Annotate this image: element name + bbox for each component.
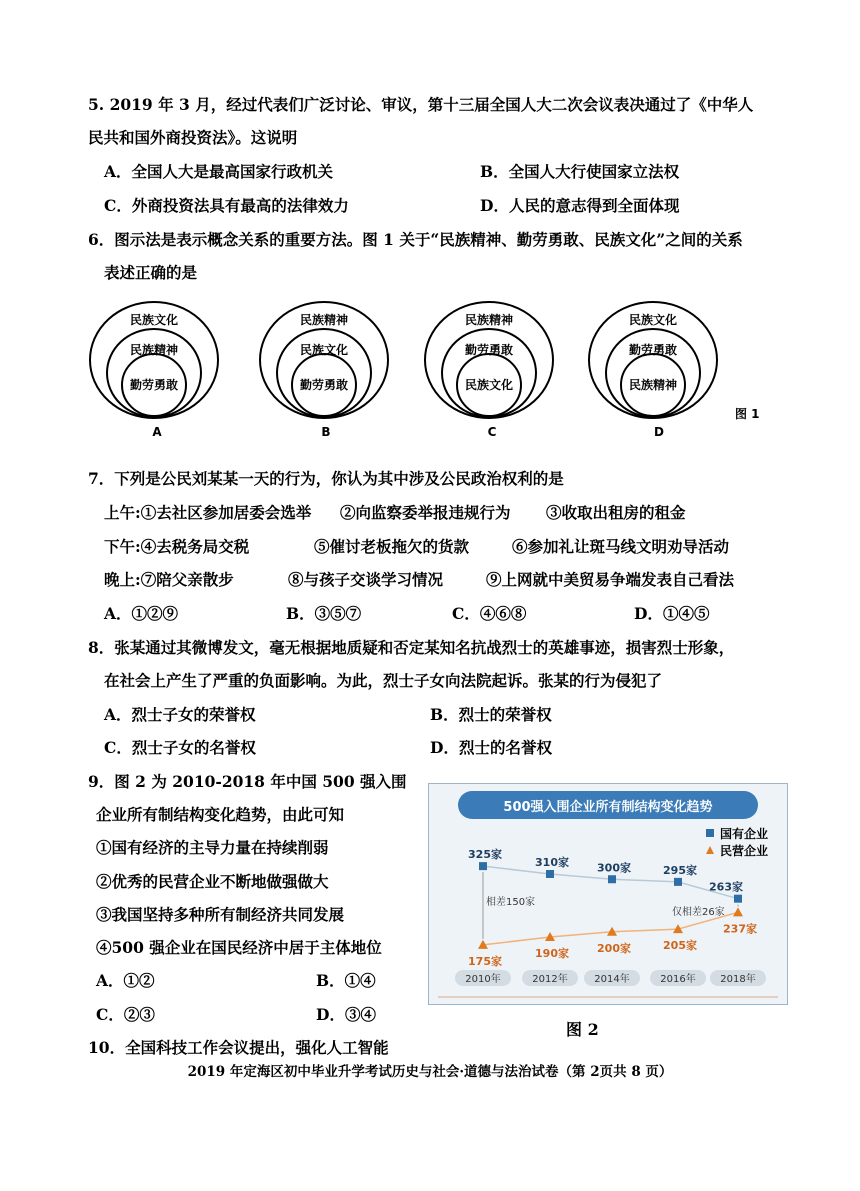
diagram-d-outer-label: 民族文化 xyxy=(628,313,678,327)
diagram-a-middle-label: 民族精神 xyxy=(129,343,179,357)
diagram-b-middle-label: 民族文化 xyxy=(299,343,349,357)
q5-stem-line2: 民共和国外商投资法》。这说明 xyxy=(88,128,298,147)
diagram-d-letter: D xyxy=(654,425,664,439)
q5-option-d: D．人民的意志得到全面体现 xyxy=(480,196,680,215)
chart-title: 500强入围企业所有制结构变化趋势 xyxy=(503,800,713,815)
private-label-2014年: 200家 xyxy=(597,941,631,955)
page-footer: 2019 年定海区初中毕业升学考试历史与社会·道德与法治试卷（第 2页共 8 页） xyxy=(187,1064,673,1080)
legend-private-label: 民营企业 xyxy=(720,844,769,858)
ownership-trend-chart xyxy=(428,783,788,1005)
q7-option-d: D．①④⑤ xyxy=(634,604,710,623)
gap-annotation-2018: 仅相差26家 xyxy=(672,907,725,918)
diagram-c-outer-label: 民族精神 xyxy=(464,313,514,327)
diagram-c-letter: C xyxy=(487,425,497,439)
state-point-2014年 xyxy=(608,875,616,883)
state-label-2014年: 300家 xyxy=(597,861,631,875)
legend-state-marker xyxy=(706,829,714,837)
q7-evening-1: 晚上:⑦陪父亲散步 xyxy=(104,570,234,589)
q9-item-1: ①国有经济的主导力量在持续削弱 xyxy=(96,838,329,857)
state-label-2010年: 325家 xyxy=(468,848,502,862)
q6-stem-line1: 6．图示法是表示概念关系的重要方法。图 1 关于“民族精神、勤劳勇敢、民族文化”之间的关系 xyxy=(88,230,743,249)
diagram-b-outer-label: 民族精神 xyxy=(299,313,349,327)
q10-stem: 10．全国科技工作会议提出，强化人工智能 xyxy=(88,1038,389,1057)
q7-evening-3: ⑨上网就中美贸易争端发表自己看法 xyxy=(486,570,735,589)
q8-option-b: B．烈士的荣誉权 xyxy=(430,705,552,724)
private-label-2016年: 205家 xyxy=(663,939,697,953)
state-label-2016年: 295家 xyxy=(663,863,697,877)
gap-annotation-2010: 相差150家 xyxy=(486,897,536,908)
state-point-2012年 xyxy=(546,870,554,878)
x-tick-label-2018年: 2018年 xyxy=(720,974,756,985)
q7-evening-2: ⑧与孩子交谈学习情况 xyxy=(288,570,444,589)
q7-morning-1: 上午:①去社区参加居委会选举 xyxy=(104,503,312,522)
concept-circles-figure xyxy=(88,300,788,445)
q5-option-b: B．全国人大行使国家立法权 xyxy=(480,162,680,181)
q9-stem-line2: 企业所有制结构变化趋势，由此可知 xyxy=(96,805,345,824)
circle-diagram-b xyxy=(260,302,388,439)
diagram-b-inner-label: 勤劳勇敢 xyxy=(299,378,349,392)
q8-option-d: D．烈士的名誉权 xyxy=(430,738,552,757)
diagram-a-outer-label: 民族文化 xyxy=(129,313,179,327)
x-tick-label-2012年: 2012年 xyxy=(532,974,568,985)
q7-morning-3: ③收取出租房的租金 xyxy=(546,503,686,522)
state-point-2010年 xyxy=(479,862,487,870)
q9-option-c: C．②③ xyxy=(96,1005,155,1024)
state-label-2018年: 263家 xyxy=(709,880,743,894)
q7-option-a: A．①②⑨ xyxy=(104,604,179,623)
q9-option-d: D．③④ xyxy=(316,1005,376,1024)
q6-stem-line2: 表述正确的是 xyxy=(104,263,198,282)
circle-diagram-c xyxy=(425,302,553,439)
figure-1-label: 图 1 xyxy=(735,407,760,421)
q7-option-b: B．③⑤⑦ xyxy=(286,604,362,623)
q8-stem-line1: 8．张某通过其微博发文，毫无根据地质疑和否定某知名抗战烈士的英雄事迹，损害烈士形象， xyxy=(88,638,735,657)
private-label-2012年: 190家 xyxy=(535,947,569,960)
private-label-2018年: 237家 xyxy=(723,922,757,936)
circle-diagram-a xyxy=(90,302,218,439)
x-tick-label-2016年: 2016年 xyxy=(660,974,696,985)
q5-option-c: C．外商投资法具有最高的法律效力 xyxy=(104,196,349,215)
q8-option-c: C．烈士子女的名誉权 xyxy=(104,738,256,757)
q5-stem-line1: 5. 2019 年 3 月，经过代表们广泛讨论、审议，第十三届全国人大二次会议表决通过了《中华人 xyxy=(88,95,754,114)
private-label-2010年: 175家 xyxy=(468,954,502,968)
state-point-2016年 xyxy=(674,878,682,886)
q9-item-3: ③我国坚持多种所有制经济共同发展 xyxy=(96,905,345,924)
q9-item-4: ④500 强企业在国民经济中居于主体地位 xyxy=(96,938,382,957)
state-label-2012年: 310家 xyxy=(535,856,569,869)
diagram-a-inner-label: 勤劳勇敢 xyxy=(129,378,179,392)
diagram-d-middle-label: 勤劳勇敢 xyxy=(628,343,678,357)
q7-option-c: C．④⑥⑧ xyxy=(452,604,527,623)
q9-item-2: ②优秀的民营企业不断地做强做大 xyxy=(96,872,329,891)
q9-stem-line1: 9．图 2 为 2010-2018 年中国 500 强入围 xyxy=(88,772,407,791)
q7-morning-2: ②向监察委举报违规行为 xyxy=(340,503,511,522)
diagram-a-letter: A xyxy=(152,425,162,439)
q7-afternoon-3: ⑥参加礼让斑马线文明劝导活动 xyxy=(512,537,730,556)
figure-2-label: 图 2 xyxy=(566,1020,599,1039)
circle-diagram-d xyxy=(589,302,717,439)
x-tick-label-2014年: 2014年 xyxy=(594,974,630,985)
diagram-c-inner-label: 民族文化 xyxy=(464,378,514,392)
q5-option-a: A．全国人大是最高国家行政机关 xyxy=(104,162,334,181)
state-point-2018年 xyxy=(734,895,742,903)
q8-option-a: A．烈士子女的荣誉权 xyxy=(104,705,256,724)
q8-stem-line2: 在社会上产生了严重的负面影响。为此，烈士子女向法院起诉。张某的行为侵犯了 xyxy=(104,671,663,690)
diagram-b-letter: B xyxy=(321,425,331,439)
legend-state-label: 国有企业 xyxy=(720,827,769,841)
diagram-c-middle-label: 勤劳勇敢 xyxy=(464,343,514,357)
diagram-d-inner-label: 民族精神 xyxy=(628,378,678,392)
q9-option-b: B．①④ xyxy=(316,971,376,990)
q7-afternoon-2: ⑤催讨老板拖欠的货款 xyxy=(314,537,470,556)
x-tick-label-2010年: 2010年 xyxy=(465,974,501,985)
q7-stem: 7．下列是公民刘某某一天的行为，你认为其中涉及公民政治权利的是 xyxy=(88,469,564,488)
q7-afternoon-1: 下午:④去税务局交税 xyxy=(104,537,250,556)
q9-option-a: A．①② xyxy=(96,971,155,990)
